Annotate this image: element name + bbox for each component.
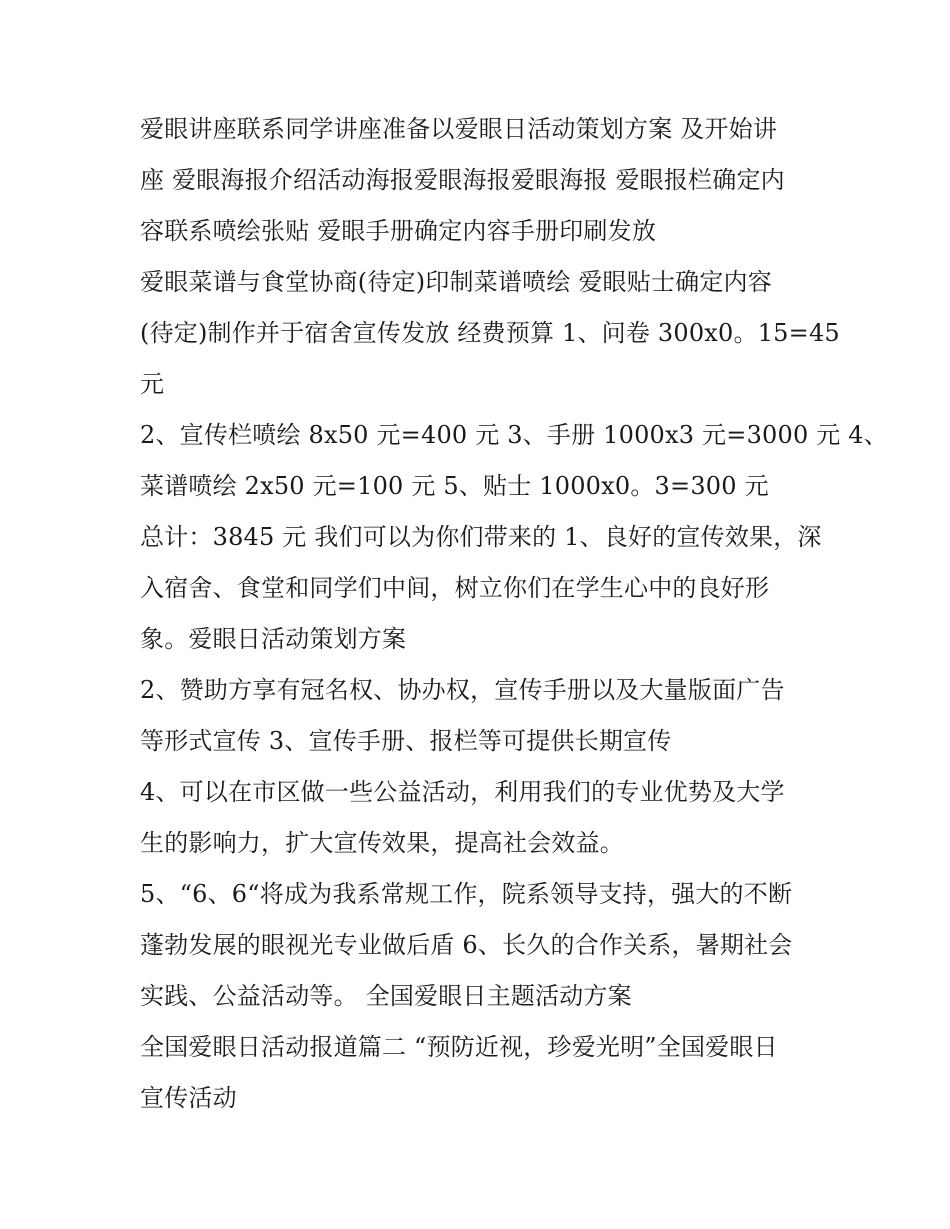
text-line: 等形式宣传 3、宣传手册、报栏等可提供长期宣传 bbox=[140, 727, 672, 755]
text-line: 入宿舍、食堂和同学们中间，树立你们在学生心中的良好形 bbox=[140, 574, 770, 602]
text-line: 全国爱眼日活动报道篇二 “预防近视，珍爱光明”全国爱眼日 bbox=[140, 1033, 778, 1061]
text-line: 蓬勃发展的眼视光专业做后盾 6、长久的合作关系，暑期社会 bbox=[140, 931, 793, 959]
text-line: 实践、公益活动等。 全国爱眼日主题活动方案 bbox=[140, 982, 632, 1010]
text-line: 爱眼讲座联系同学讲座准备以爱眼日活动策划方案 及开始讲 bbox=[140, 115, 778, 143]
text-line: 爱眼菜谱与食堂协商(待定)印制菜谱喷绘 爱眼贴士确定内容 bbox=[140, 268, 772, 296]
text-line: (待定)制作并于宿舍宣传发放 经费预算 1、问卷 300x0。15=45 bbox=[140, 319, 840, 347]
text-line: 2、赞助方享有冠名权、协办权，宣传手册以及大量版面广告 bbox=[140, 676, 785, 704]
text-line: 5、“6、6“将成为我系常规工作，院系领导支持，强大的不断 bbox=[140, 880, 793, 908]
text-line: 容联系喷绘张贴 爱眼手册确定内容手册印刷发放 bbox=[140, 217, 657, 245]
text-line: 座 爱眼海报介绍活动海报爱眼海报爱眼海报 爱眼报栏确定内 bbox=[140, 166, 785, 194]
text-line: 总计：3845 元 我们可以为你们带来的 1、良好的宣传效果，深 bbox=[140, 523, 822, 551]
text-line: 象。爱眼日活动策划方案 bbox=[140, 625, 407, 653]
text-line: 2、宣传栏喷绘 8x50 元=400 元 3、手册 1000x3 元=3000 元 4、 bbox=[140, 421, 888, 449]
text-line: 宣传活动 bbox=[140, 1084, 237, 1112]
text-line: 元 bbox=[140, 370, 165, 398]
text-line: 4、可以在市区做一些公益活动，利用我们的专业优势及大学 bbox=[140, 778, 785, 806]
document-body bbox=[140, 104, 888, 1124]
text-line: 菜谱喷绘 2x50 元=100 元 5、贴士 1000x0。3=300 元 bbox=[140, 472, 769, 500]
text-line: 生的影响力，扩大宣传效果，提高社会效益。 bbox=[140, 829, 624, 857]
